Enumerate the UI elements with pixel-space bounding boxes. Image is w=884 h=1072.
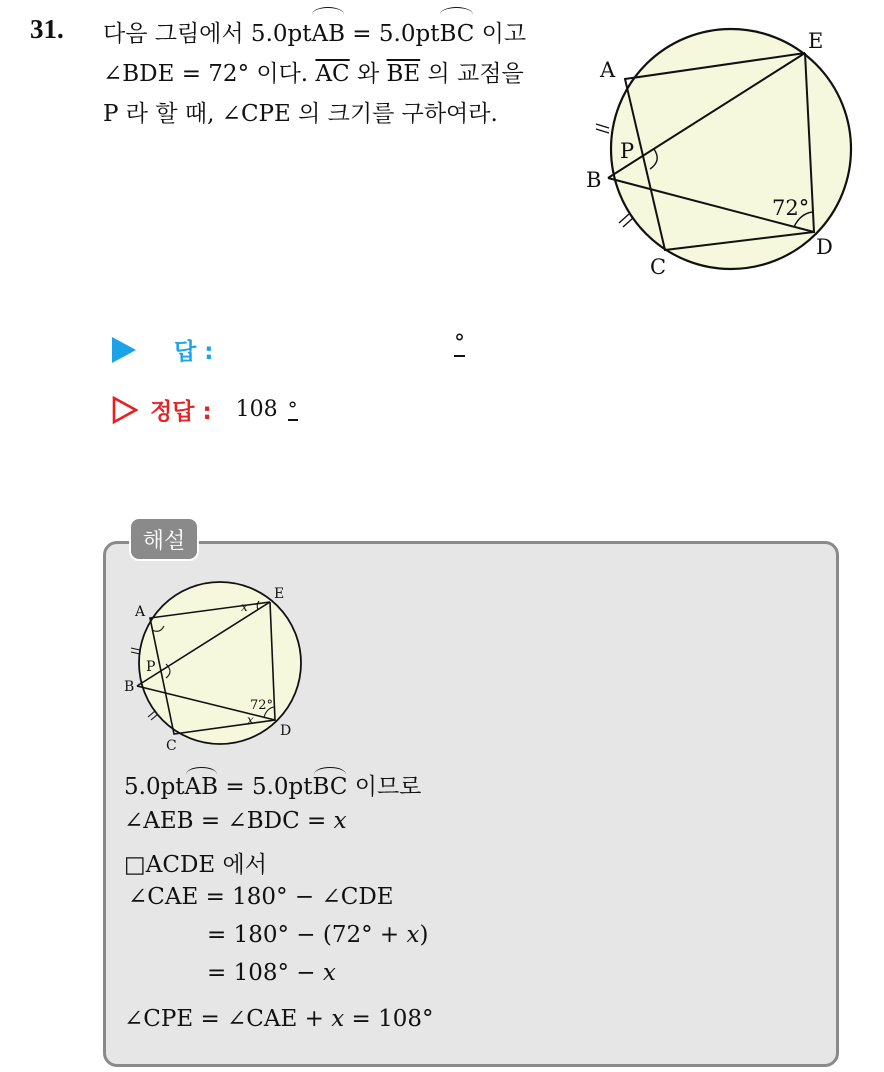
arc-bc: BC	[439, 14, 474, 54]
correct-answer-row	[112, 393, 298, 426]
point-c-label: C	[650, 255, 667, 279]
solution-point-a: A	[135, 604, 146, 620]
solution-line-6: = 108° − x	[207, 960, 336, 986]
answer-arrow-icon	[112, 337, 136, 363]
solution-arc-ab: AB	[184, 774, 219, 800]
solution-line-2: ∠AEB = ∠BDC = x	[124, 808, 347, 834]
solution-circumcircle	[139, 582, 301, 744]
solution-line-1: 5.0ptAB = 5.0ptBC 이므로	[124, 774, 422, 800]
point-e-label: E	[808, 29, 824, 53]
solution-point-b: B	[124, 679, 135, 695]
solution-x-at-d: x	[247, 713, 254, 727]
solution-line-5: = 180° − (72° + x)	[207, 922, 429, 948]
solution-tag: 해설	[129, 517, 199, 561]
solution-point-e: E	[274, 586, 285, 602]
tick-marks-ab	[596, 124, 609, 133]
answer-unit: °	[454, 331, 465, 356]
point-p-label: P	[620, 139, 635, 163]
solution-line-4: ∠CAE = 180° − ∠CDE	[128, 884, 394, 910]
answer-row	[112, 333, 213, 366]
solution-ticks-ab	[131, 648, 140, 654]
solution-line-3: □ACDE 에서	[124, 852, 267, 878]
solution-point-c: C	[166, 738, 177, 754]
question-text	[103, 14, 573, 134]
correct-arrow-icon	[112, 396, 138, 424]
solution-arc-bc: BC	[312, 774, 348, 800]
solution-point-d: D	[280, 723, 292, 739]
circumcircle	[611, 29, 851, 269]
segment-ac: $\overline{AC}$	[315, 61, 350, 87]
question-line-3: P 라 할 때, ∠CPE 의 크기를 구하여라.	[103, 101, 498, 127]
solution-x-at-e: x	[241, 600, 248, 614]
correct-answer-unit: °	[287, 396, 298, 421]
solution-point-p: P	[146, 659, 156, 675]
solution-line-7: ∠CPE = ∠CAE + x = 108°	[124, 1006, 434, 1032]
solution-figure	[122, 580, 307, 755]
segment-be: $\overline{BE}$	[386, 61, 421, 87]
point-b-label: B	[586, 168, 602, 192]
question-line-1: 다음 그림에서 5.0ptAB = 5.0ptBC 이고	[103, 14, 573, 54]
point-a-label: A	[600, 58, 616, 82]
angle-72-label: 72°	[772, 196, 810, 220]
correct-answer-value: 108	[235, 397, 278, 422]
question-number: 31.	[30, 14, 64, 44]
question-line-2: ∠BDE = 72° 이다. $\overline{AC}$ 와 $\overline{BE}$ 의 교점을	[103, 61, 524, 87]
point-d-label: D	[816, 235, 833, 259]
correct-answer-label: 정답 :	[150, 399, 212, 425]
circle-figure	[582, 18, 872, 288]
solution-angle-72: 72°	[250, 698, 274, 713]
answer-label: 답 :	[174, 339, 214, 365]
arc-ab: AB	[311, 14, 345, 54]
